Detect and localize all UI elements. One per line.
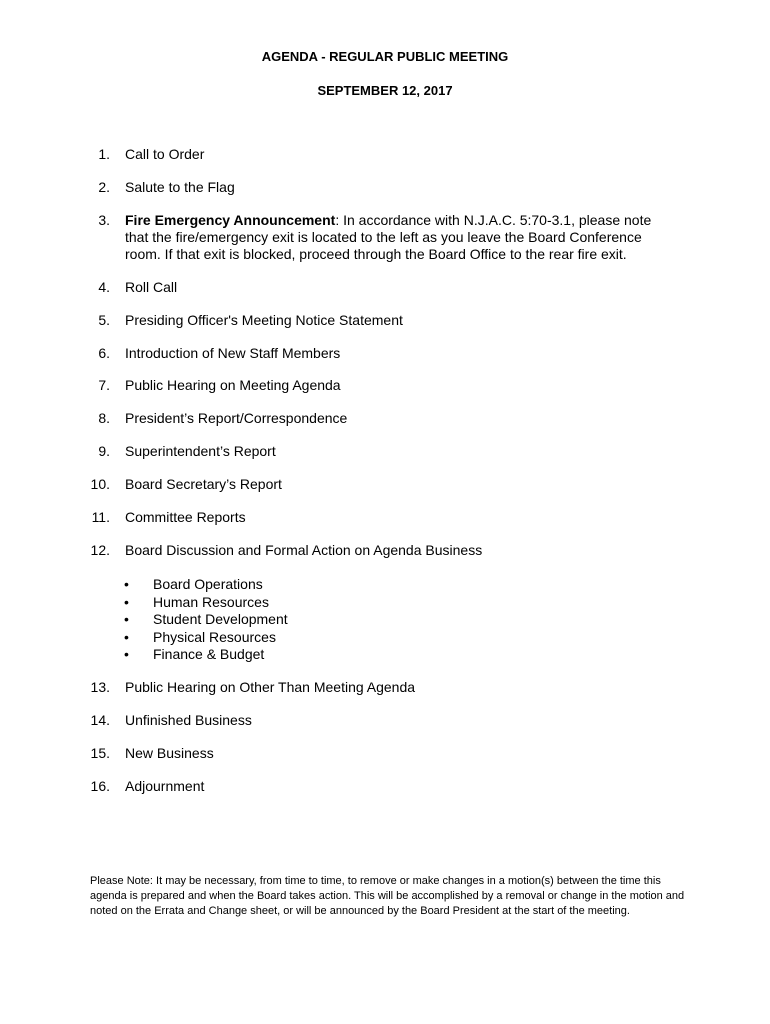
- agenda-sub-list: [120, 576, 288, 664]
- sub-item: • Physical Resources: [124, 628, 276, 645]
- item-number: 5.: [98, 312, 110, 328]
- item-number: 15.: [90, 745, 110, 761]
- item-text: Adjournment: [125, 778, 205, 794]
- item-text: Committee Reports: [125, 509, 246, 525]
- item-body: : In accordance with N.J.A.C. 5:70-3.1, please note that the fire/emergency exit is located to the left as you leave the Board Conference room. If that exit is blocked, proceed through the Board Office to the rear fire exit.: [125, 212, 652, 262]
- item-text: Board Secretary’s Report: [125, 476, 282, 492]
- sub-item: • Board Operations: [124, 576, 263, 592]
- item-number: 7.: [98, 377, 110, 393]
- item-number: 10.: [90, 476, 110, 492]
- page-title: AGENDA - REGULAR PUBLIC MEETING: [261, 49, 509, 64]
- item-number: 12.: [90, 542, 110, 558]
- item-text: Presiding Officer's Meeting Notice Statement: [125, 312, 403, 328]
- item-number: 3.: [98, 212, 110, 228]
- item-number: 9.: [98, 443, 110, 459]
- bullet-icon: •: [124, 646, 129, 662]
- footnote: Please Note: It may be necessary, from time to time, to remove or make changes in a motion(s) between the time this agenda is prepared and when the Board takes action. This will be accomplished by a removal or change in the motion and noted on the Errata and Change sheet, or will be announced by the Board President at the start of the meeting.: [90, 875, 685, 917]
- item-number: 2.: [98, 179, 110, 195]
- item-text: Call to Order: [125, 146, 205, 162]
- item-text: Board Discussion and Formal Action on Agenda Business: [125, 542, 483, 558]
- item-number: 16.: [90, 778, 110, 794]
- bullet-icon: •: [124, 628, 129, 645]
- item-text: Public Hearing on Other Than Meeting Agenda: [125, 679, 416, 695]
- item-text: Salute to the Flag: [125, 179, 235, 195]
- item-number: 8.: [98, 410, 110, 426]
- item-number: 13.: [90, 679, 110, 695]
- item-heading: Fire Emergency Announcement: [125, 212, 336, 228]
- item-number: 4.: [98, 279, 110, 295]
- item-text: Roll Call: [125, 279, 178, 295]
- item-text: Public Hearing on Meeting Agenda: [125, 377, 341, 393]
- sub-item: • Finance & Budget: [124, 646, 265, 662]
- item-number: 14.: [90, 712, 110, 728]
- item-number: 11.: [91, 509, 110, 525]
- item-number: 6.: [98, 345, 110, 361]
- bullet-icon: •: [124, 611, 129, 627]
- item-number: 1.: [98, 146, 110, 162]
- bullet-icon: •: [124, 593, 129, 610]
- item-text: President’s Report/Correspondence: [125, 410, 348, 426]
- item-text: Introduction of New Staff Members: [125, 345, 341, 361]
- item-text: Superintendent’s Report: [125, 443, 276, 459]
- meeting-date: SEPTEMBER 12, 2017: [317, 83, 453, 98]
- item-text: Unfinished Business: [125, 712, 252, 728]
- bullet-icon: •: [124, 576, 129, 592]
- item-text: New Business: [125, 745, 214, 761]
- sub-item: • Student Development: [124, 611, 288, 627]
- item-text: [125, 212, 675, 263]
- sub-item: • Human Resources: [124, 593, 269, 610]
